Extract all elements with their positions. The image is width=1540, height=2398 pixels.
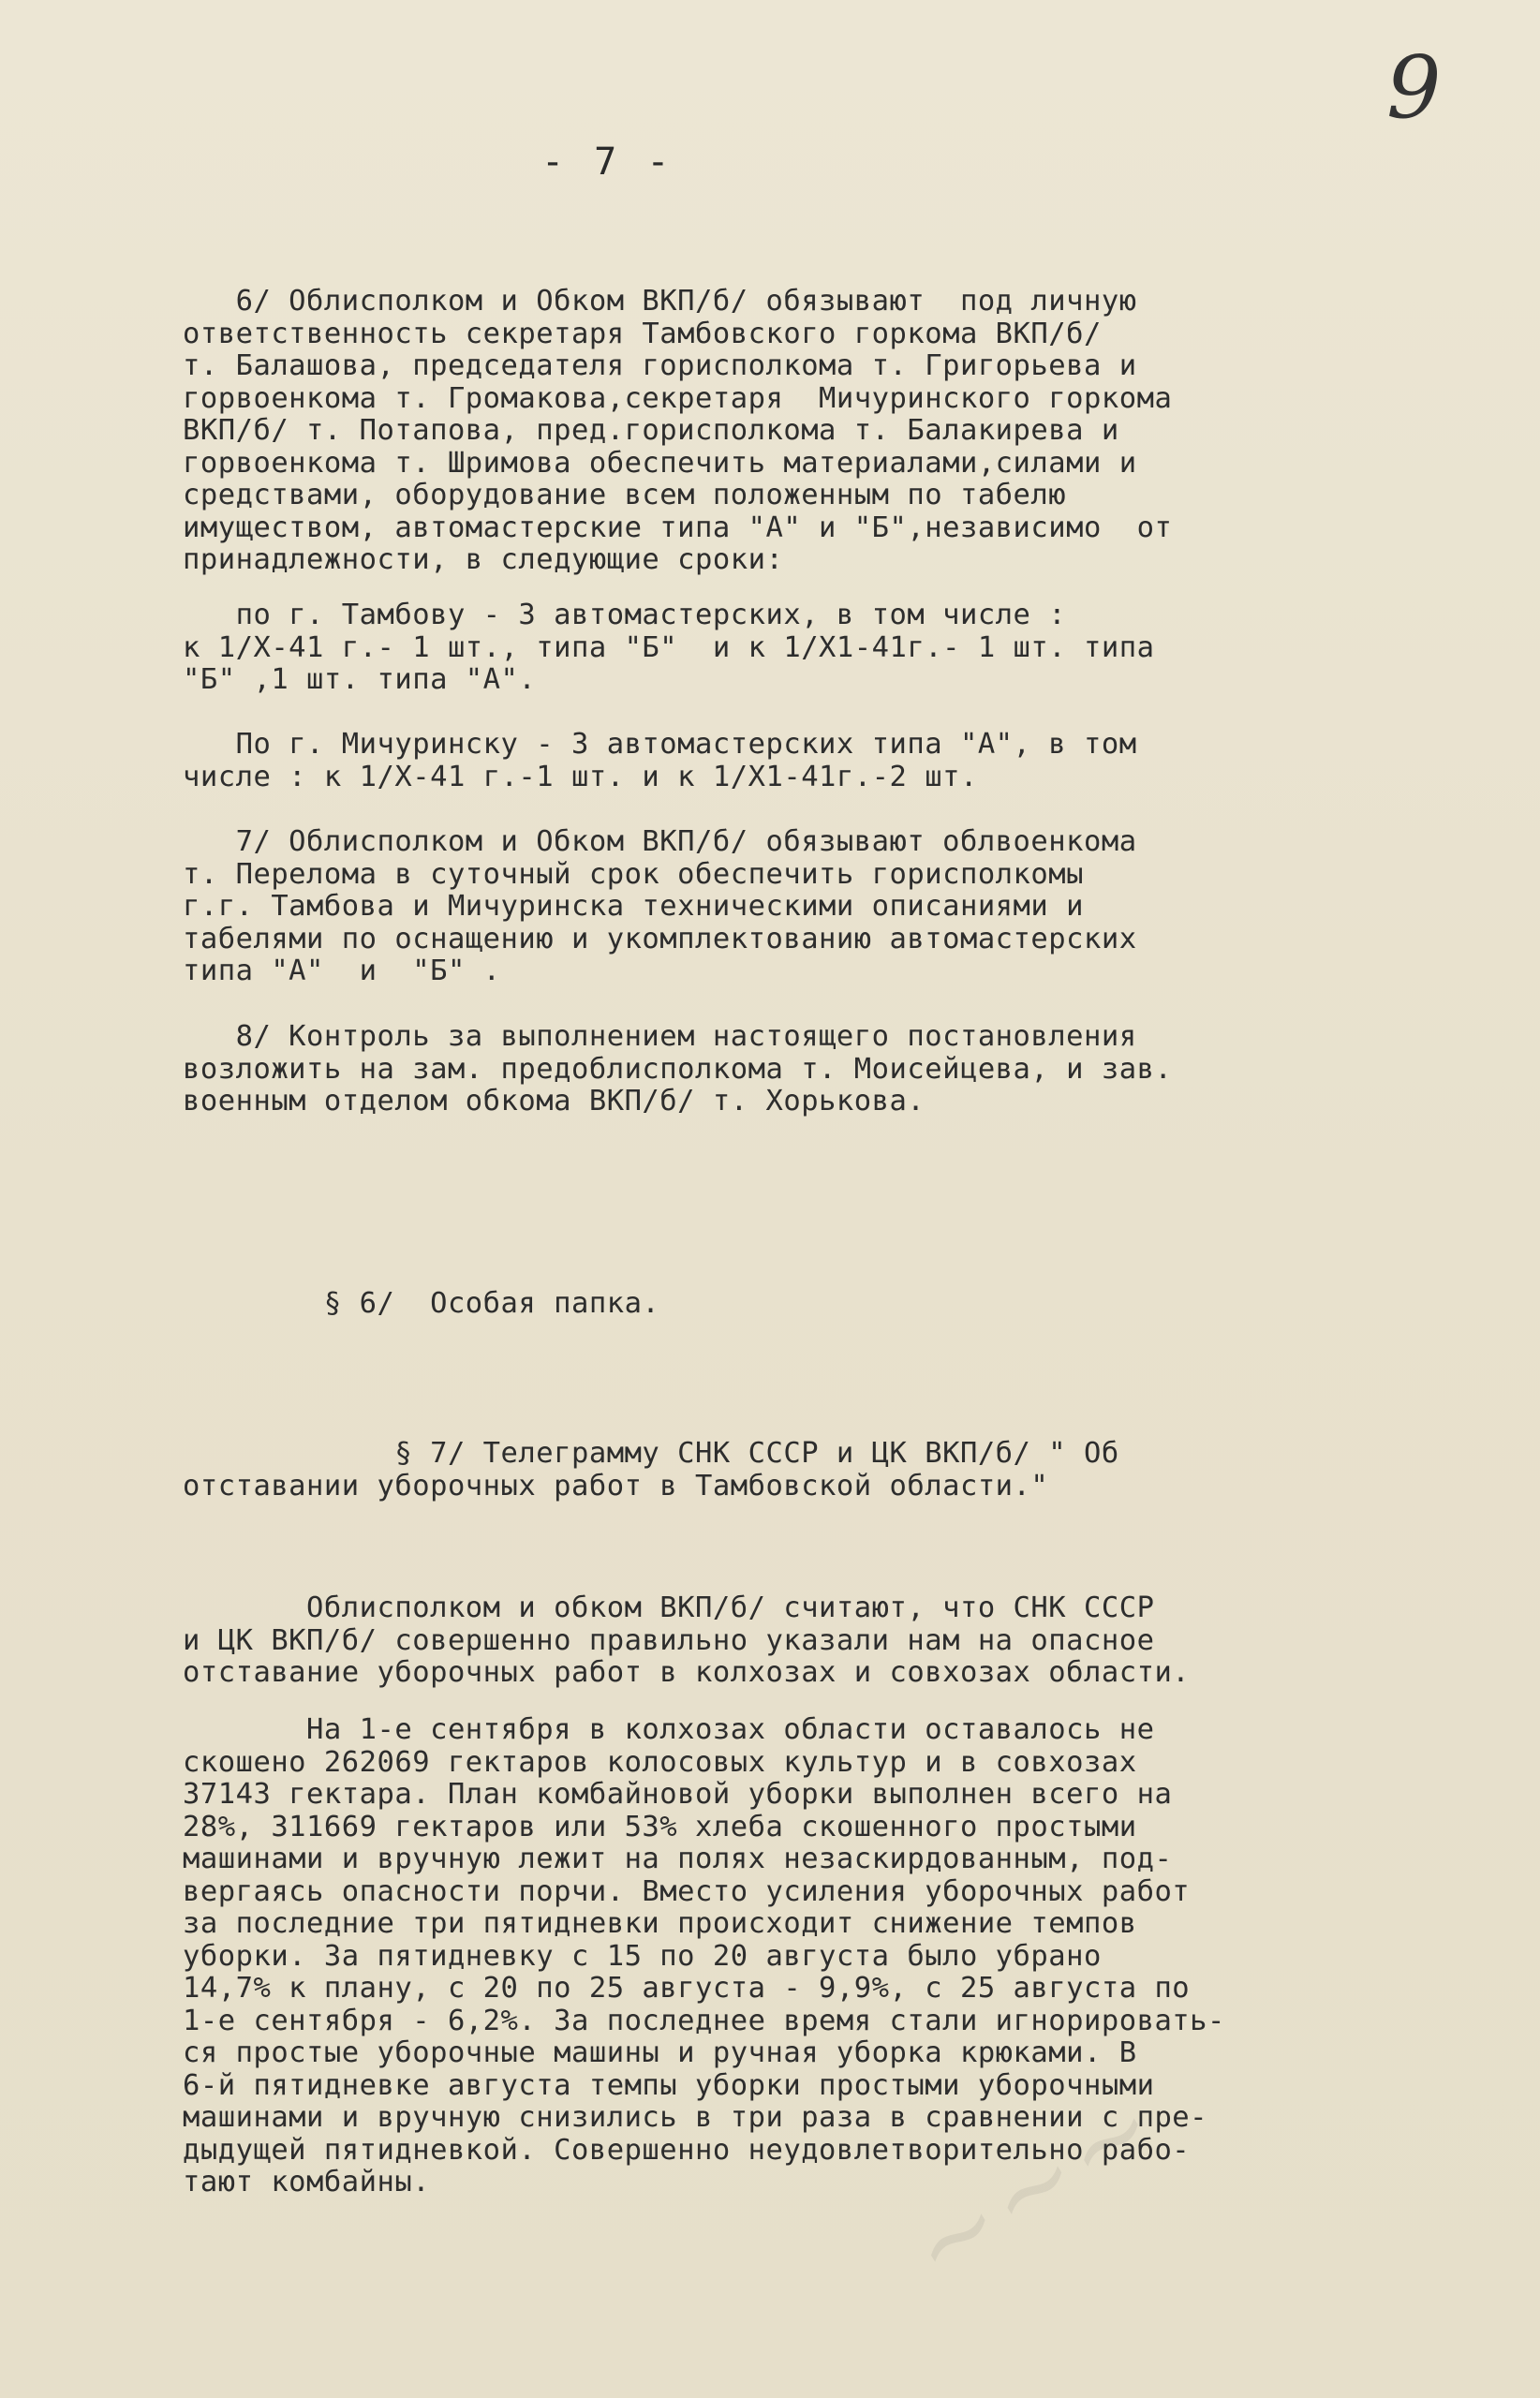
paragraph-8: [183, 1021, 1438, 1118]
text-line: военным отделом обкома ВКП/б/ т. Хорькова.: [183, 1085, 925, 1118]
archive-watermark: ~~~: [888, 2064, 1181, 2309]
text-line: тают комбайны.: [183, 2166, 431, 2198]
text-line: 7/ Облисполком и Обком ВКП/б/ обязывают облвоенкома: [183, 825, 1137, 858]
text-line: 8/ Контроль за выполнением настоящего постановления: [183, 1020, 1137, 1053]
text-line: возложить на зам. предоблисполкома т. Моисейцева, и зав.: [183, 1052, 1173, 1086]
paragraph-6: [183, 286, 1438, 577]
paragraph-tambov: [183, 600, 1438, 697]
text-line: 28%, 311669 гектаров или 53% хлеба скошенного простыми: [183, 1810, 1137, 1843]
text-line: горвоенкома т. Шримова обеспечить материалами,силами и: [183, 446, 1137, 480]
text-line: ответственность секретаря Тамбовского горкома ВКП/б/: [183, 317, 1102, 350]
text-line: т. Перелома в суточный срок обеспечить горисполкомы: [183, 857, 1084, 891]
archive-page-number: 9: [1386, 37, 1442, 138]
text-line: 6-й пятидневке августа темпы уборки простыми уборочными: [183, 2068, 1155, 2102]
text-line: по г. Тамбову - 3 автомастерских, в том числе :: [183, 599, 1067, 631]
text-line: "Б" ,1 шт. типа "А".: [183, 663, 537, 696]
text-line: числе : к 1/Х-41 г.-1 шт. и к 1/Х1-41г.-2 шт.: [183, 760, 978, 793]
text-line: машинами и вручную снизились в три раза в сравнении с пре-: [183, 2101, 1208, 2134]
text-line: § 6/ Особая папка.: [183, 1287, 660, 1320]
paragraph-7: [183, 826, 1438, 988]
text-line: § 7/ Телеграмму СНК СССР и ЦК ВКП/б/ " Об: [183, 1437, 1119, 1470]
text-line: имуществом, автомастерские типа "А" и "Б",независимо от: [183, 511, 1173, 544]
paragraph-intro: [183, 1592, 1438, 1690]
text-line: 1-е сентября - 6,2%. За последнее время стали игнорировать-: [183, 2004, 1225, 2037]
text-line: принадлежности, в следующие сроки:: [183, 543, 784, 576]
text-line: На 1-е сентября в колхозах области оставалось не: [183, 1713, 1155, 1746]
text-line: к 1/Х-41 г.- 1 шт., типа "Б" и к 1/Х1-41г.- 1 шт. типа: [183, 630, 1155, 664]
text-line: 6/ Облисполком и Обком ВКП/б/ обязывают под личную: [183, 285, 1137, 318]
text-line: вергаясь опасности порчи. Вместо усиления уборочных работ: [183, 1874, 1191, 1908]
text-line: г.г. Тамбова и Мичуринска техническими описаниями и: [183, 890, 1084, 923]
text-line: средствами, оборудование всем положенным по табелю: [183, 479, 1067, 511]
text-line: дыдущей пятидневкой. Совершенно неудовлетворительно рабо-: [183, 2133, 1191, 2167]
text-line: за последние три пятидневки происходит снижение темпов: [183, 1907, 1137, 1940]
text-line: и ЦК ВКП/б/ совершенно правильно указали нам на опасное: [183, 1623, 1155, 1657]
text-line: отставании уборочных работ в Тамбовской области.": [183, 1469, 1049, 1502]
text-line: машинами и вручную лежит на полях незаскирдованным, под-: [183, 1843, 1173, 1875]
text-line: ся простые уборочные машины и ручная уборка крюками. В: [183, 2036, 1137, 2069]
page-number: - 7 -: [541, 141, 674, 184]
text-line: типа "А" и "Б" .: [183, 955, 501, 987]
text-line: т. Балашова, председателя горисполкома т. Григорьева и: [183, 349, 1137, 382]
section-6-heading: [183, 1288, 1438, 1321]
text-line: ВКП/б/ т. Потапова, пред.горисполкома т. Балакирева и: [183, 414, 1119, 447]
text-line: 14,7% к плану, с 20 по 25 августа - 9,9%, с 25 августа по: [183, 1972, 1191, 2005]
paragraph-body: [183, 1714, 1438, 2199]
text-line: уборки. За пятидневку с 15 по 20 августа было убрано: [183, 1939, 1102, 1973]
paragraph-michurinsk: [183, 729, 1438, 793]
text-line: По г. Мичуринску - 3 автомастерских типа "А", в том: [183, 728, 1137, 761]
section-7-heading: [183, 1438, 1438, 1502]
text-line: горвоенкома т. Громакова,секретаря Мичуринского горкома: [183, 381, 1173, 415]
text-line: Облисполком и обком ВКП/б/ считают, что СНК СССР: [183, 1591, 1155, 1624]
text-line: отставание уборочных работ в колхозах и совхозах области.: [183, 1656, 1191, 1689]
text-line: табелями по оснащению и укомплектованию автомастерских: [183, 922, 1137, 955]
text-line: 37143 гектара. План комбайновой уборки выполнен всего на: [183, 1778, 1173, 1811]
text-line: скошено 262069 гектаров колосовых культур и в совхозах: [183, 1745, 1137, 1779]
